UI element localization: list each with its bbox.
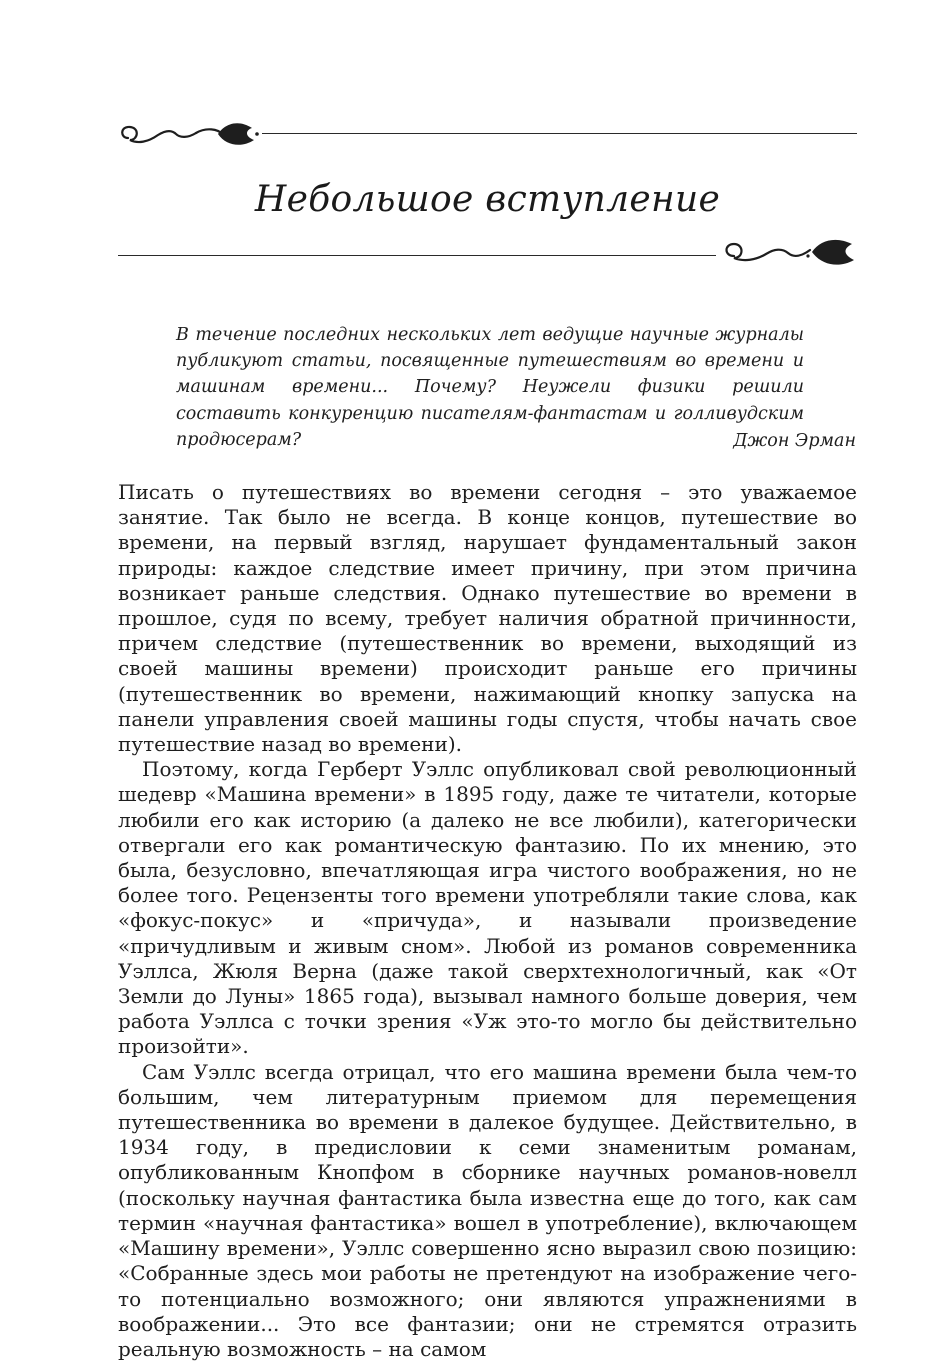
paragraph: Писать о путешествиях во времени сегодня – это уважаемое занятие. Так было не всегда. В конце концов, путешествие во времени, на первый взгляд, нарушает фундаментальный закон природы: каждое следствие имеет причину, при этом причина возникает раньше следствия. Однако путешествие во времени в прошлое, судя по всему, требует наличия обратной причинности, причем следствие (путешественник во времени, выходящий из своей машины времени) происходит раньше его причины (путешественник во времени, нажимающий кнопку запуска на панели управления своей машины годы спустя, чтобы начать свое путешествие назад во времени). bbox=[118, 480, 857, 757]
paragraph: Поэтому, когда Герберт Уэллс опубликовал свой революционный шедевр «Машина времени» в 1895 году, даже те читатели, которые любили его как историю (а далеко не все любили), категорически отвергали его как романтическую фантазию. По их мнению, это была, безусловно, впечатляющая игра чистого воображения, но не более того. Рецензенты того времени употребляли такие слова, как «фокус-покус» и «причуда», и называли произведение «причудливым и живым сном». Любой из романов современника Уэллса, Жюля Верна (даже такой сверхтехнологичный, как «От Земли до Луны» 1865 года), вызывал намного больше доверия, чем работа Уэллса с точки зрения «Уж это-то могло бы действительно произойти». bbox=[118, 757, 857, 1059]
paragraph: Сам Уэллс всегда отрицал, что его машина времени была чем-то большим, чем литературным приемом для перемещения путешественника во времени в далекое будущее. Действительно, в 1934 году, в предисловии к семи знаменитым романам, опубликованным Кнопфом в сборнике научных романов-новелл (поскольку научная фантастика была известна еще до того, как сам термин «научная фантастика» вошел в употребление), включающем «Машину времени», Уэллс совершенно ясно выразил свою позицию: «Собранные здесь мои работы не претендуют на изображение чего-то потенциально возможного; они являются упражнениями в воображении... Это все фантазии; они не стремятся отразить реальную возможность – на самом bbox=[118, 1059, 857, 1361]
epigraph-author: Джон Эрман bbox=[733, 431, 856, 451]
chapter-title: Небольшое вступление bbox=[254, 179, 721, 220]
body-text bbox=[118, 480, 857, 1362]
flourish-right-icon bbox=[716, 234, 862, 270]
flourish-left-icon bbox=[114, 118, 262, 152]
epigraph-text: В течение последних нескольких лет ведущие научные журналы публикуют статьи, посвященные путешествиям во времени и машинам времени... Почему? Неужели физики решили составить конкуренцию писателям-фантастам и голливудским продюсерам? bbox=[176, 325, 804, 450]
